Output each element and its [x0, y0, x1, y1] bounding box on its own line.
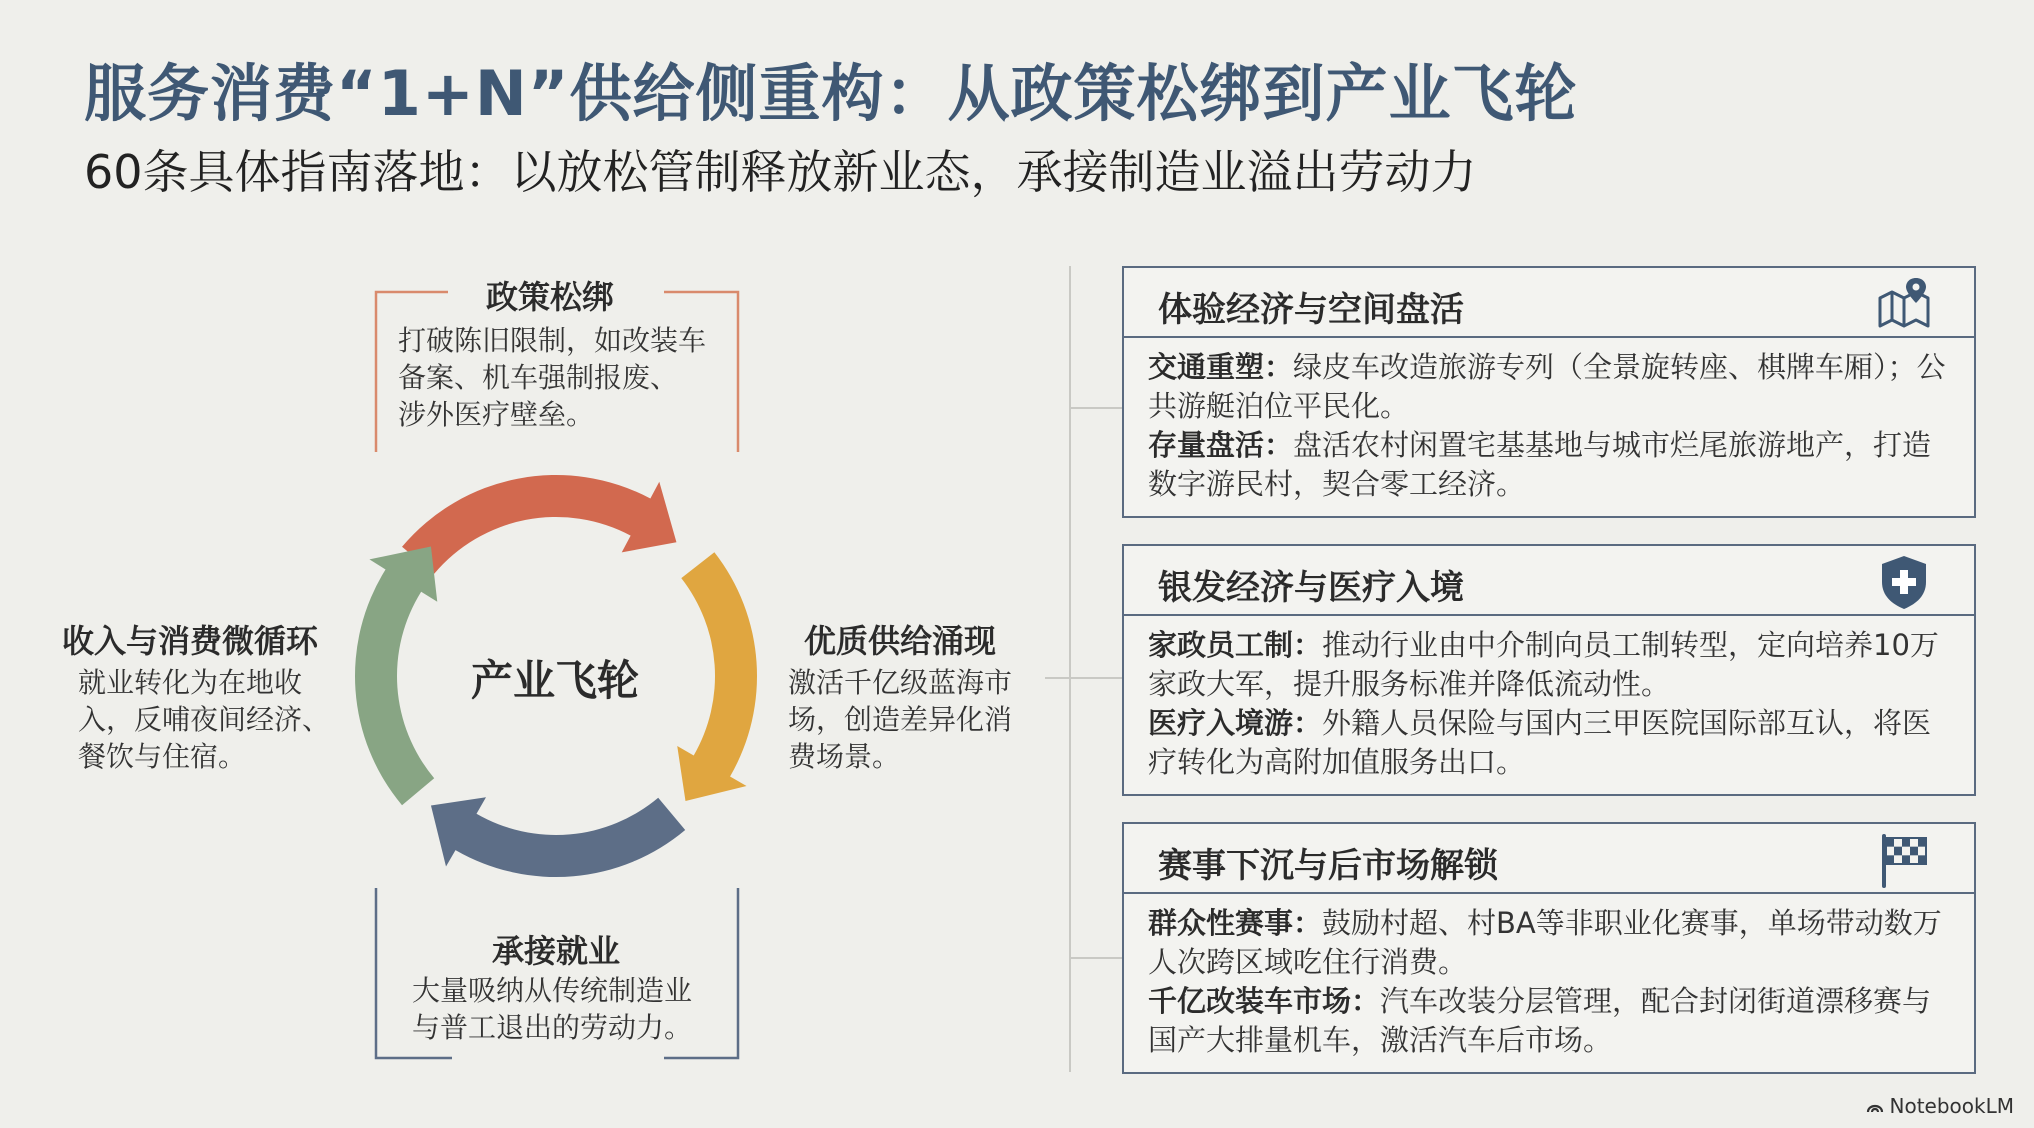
- card-item: [1148, 704, 1950, 782]
- card-experience-economy: [1122, 266, 1976, 518]
- flag-square: [1918, 855, 1926, 864]
- card-item-text: 推动行业由中介制向员工制转型，定向培养10万家政大军，提升服务标准并降低流动性。: [1148, 628, 1939, 701]
- card-item-label: 存量盘活：: [1148, 428, 1294, 462]
- flywheel-center-label: 产业飞轮: [470, 656, 639, 705]
- checkered-flag-icon: [1876, 832, 1932, 888]
- arrow-employment-to-microcycle: [431, 797, 685, 877]
- brand-watermark: [1866, 1094, 2015, 1118]
- node-text-microcycle: 就业转化为在地收 入，反哺夜间经济、 餐饮与住宿。: [78, 666, 331, 773]
- flag-square: [1886, 838, 1894, 847]
- card-body: [1124, 894, 1974, 1060]
- card-header: [1124, 546, 1974, 616]
- card-sports-aftermarket: [1122, 822, 1976, 1074]
- node-title-microcycle: 收入与消费微循环: [62, 622, 319, 660]
- card-item: [1148, 982, 1950, 1060]
- card-header: [1124, 824, 1974, 894]
- node-text-policy: 打破陈旧限制，如改装车 备案、机车强制报废、 涉外医疗壁垒。: [398, 324, 707, 431]
- card-title: 银发经济与医疗入境: [1158, 568, 1464, 608]
- medical-shield-icon: [1876, 554, 1932, 610]
- node-title-policy: 政策松绑: [486, 278, 615, 316]
- card-item-label: 医疗入境游：: [1148, 706, 1323, 740]
- card-item: [1148, 348, 1950, 426]
- card-item-text: 绿皮车改造旅游专列（全景旋转座、棋牌车厢）；公共游艇泊位平民化。: [1148, 350, 1946, 423]
- brand-name: NotebookLM: [1889, 1094, 2014, 1118]
- card-title: 体验经济与空间盘活: [1158, 290, 1464, 330]
- card-item-text: 鼓励村超、村BA等非职业化赛事，单场带动数万人次跨区域吃住行消费。: [1148, 906, 1942, 979]
- flag-square: [1902, 838, 1910, 847]
- flag-square: [1910, 847, 1918, 856]
- notebooklm-logo-icon: [1866, 1099, 1884, 1113]
- card-item-text: 外籍人员保险与国内三甲医院国际部互认，将医疗转化为高附加值服务出口。: [1148, 706, 1932, 779]
- arrow-policy-to-supply: [402, 475, 676, 574]
- node-text-employment: 大量吸纳从传统制造业 与普工退出的劳动力。: [412, 974, 693, 1044]
- card-body: [1124, 616, 1974, 782]
- card-item-label: 家政员工制：: [1148, 628, 1323, 662]
- flag-square: [1894, 847, 1902, 856]
- arrow-supply-to-employment: [677, 552, 757, 801]
- card-item-text: 汽车改装分层管理，配合封闭街道漂移赛与国产大排量机车，激活汽车后市场。: [1148, 984, 1932, 1057]
- card-item-label: 群众性赛事：: [1148, 906, 1323, 940]
- card-item: [1148, 904, 1950, 982]
- flag-square: [1886, 855, 1894, 864]
- map-pin-icon: [1876, 276, 1932, 332]
- flag-square: [1918, 838, 1926, 847]
- card-item: [1148, 626, 1950, 704]
- node-text-supply: 激活千亿级蓝海市 场，创造差异化消 费场景。: [788, 666, 1013, 773]
- node-title-employment: 承接就业: [492, 932, 621, 970]
- card-item-label: 千亿改装车市场：: [1148, 984, 1381, 1018]
- node-title-supply: 优质供给涌现: [804, 622, 997, 660]
- card-body: [1124, 338, 1974, 504]
- card-title: 赛事下沉与后市场解锁: [1158, 846, 1498, 886]
- page-title: 服务消费“1+N”供给侧重构：从政策松绑到产业飞轮: [84, 57, 1578, 130]
- card-item-text: 盘活农村闲置宅基基地与城市烂尾旅游地产，打造数字游民村，契合零工经济。: [1148, 428, 1932, 501]
- card-item-label: 交通重塑：: [1148, 350, 1294, 384]
- flag-square: [1902, 855, 1910, 864]
- arrow-microcycle-to-policy: [355, 547, 437, 806]
- page-subtitle: 60条具体指南落地：以放松管制释放新业态，承接制造业溢出劳动力: [84, 145, 1477, 199]
- card-item: [1148, 426, 1950, 504]
- card-silver-economy: [1122, 544, 1976, 796]
- card-header: [1124, 268, 1974, 338]
